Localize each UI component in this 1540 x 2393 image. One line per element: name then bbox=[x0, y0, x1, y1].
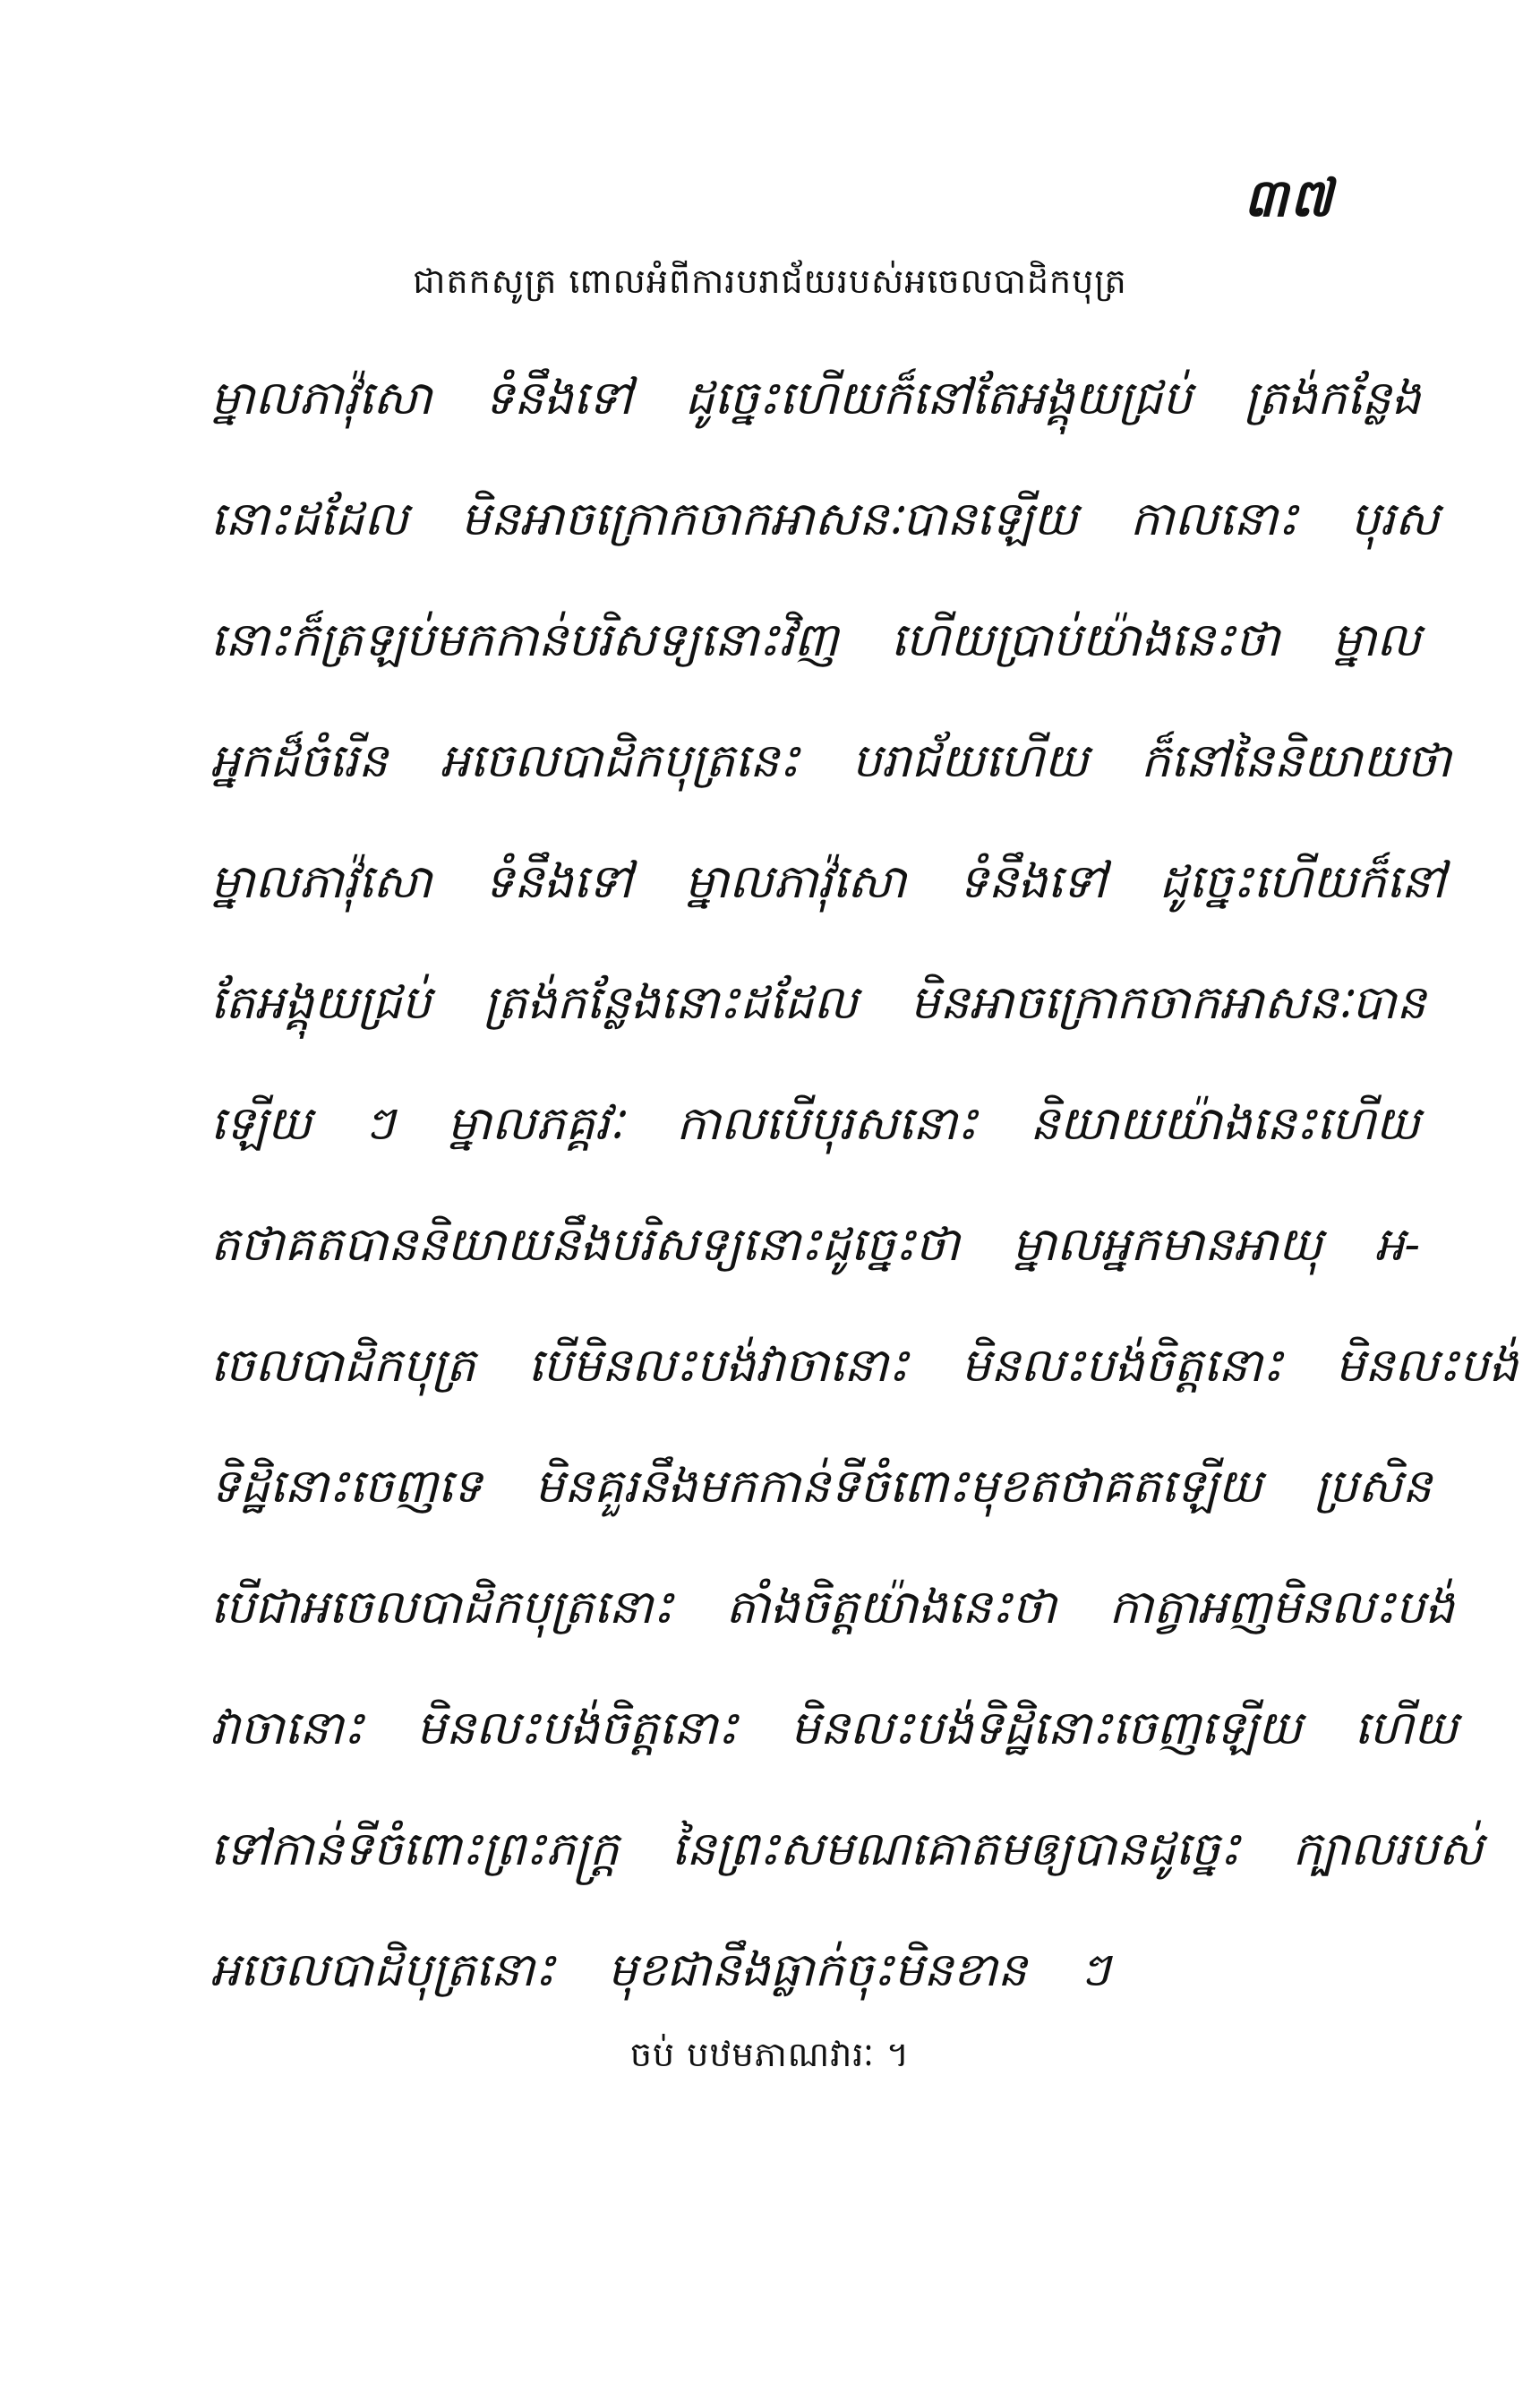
text-line bbox=[210, 596, 1421, 716]
text-word: ដូច្នេះហើយក៏នៅ bbox=[1159, 855, 1446, 909]
running-head: ជាតកសូត្រ ពោលអំពីការបរាជ័យរបស់អចេលបាដិកបុត្រ bbox=[413, 262, 1127, 301]
text-word: ប្រសិន bbox=[1313, 1460, 1432, 1514]
text-line bbox=[210, 837, 1446, 958]
text-line bbox=[210, 1926, 1356, 2046]
text-word: ត្រង់កន្លែងនោះដដែល bbox=[483, 976, 859, 1030]
text-word: ទៅកាន់ទីចំពោះព្រះភក្ត្រ bbox=[210, 1823, 620, 1876]
text-word: ឡើយ bbox=[210, 1097, 312, 1151]
text-word: អចេលបាដិកបុត្រនេះ bbox=[440, 734, 800, 788]
text-word: នោះក៏ត្រឡប់មកកាន់បរិសទ្យនោះវិញ bbox=[210, 613, 839, 667]
text-word: កាលបើបុរសនោះ bbox=[676, 1097, 978, 1151]
text-word: នោះដដែល bbox=[210, 493, 408, 546]
text-word: តាំងចិត្តយ៉ាងនេះថា bbox=[725, 1581, 1057, 1634]
page-number: ៣៧ bbox=[1243, 167, 1334, 228]
text-word: បរាជ័យហើយ bbox=[851, 734, 1089, 788]
text-word: ម្នាលអ្នកមានអាយុ bbox=[1012, 1218, 1322, 1272]
text-word: បើជាអចេលបាដិកបុត្រនោះ bbox=[210, 1581, 673, 1634]
text-word: កាលនោះ bbox=[1129, 493, 1298, 546]
text-word: មិនអាចក្រោកចាកអាសនៈបានឡើយ bbox=[460, 493, 1078, 546]
text-word: បុរស bbox=[1350, 493, 1440, 546]
text-word: ត្រង់កន្លែង bbox=[1244, 372, 1421, 425]
text-word: ម្នាល bbox=[1331, 613, 1421, 667]
text-word: ទំនឹងទៅ bbox=[484, 372, 633, 425]
text-word: មិនលះបង់ bbox=[1335, 1339, 1519, 1393]
text-word: មិនលះបង់ចិត្តនោះ bbox=[415, 1702, 739, 1755]
text-word: ក្បាលរបស់ bbox=[1292, 1823, 1484, 1876]
text-word: អចេលបាដិបុត្រនោះ bbox=[210, 1943, 555, 1997]
text-word: មិនលះបង់ចិត្តនោះ bbox=[961, 1339, 1283, 1393]
text-line bbox=[210, 475, 1440, 596]
text-word: ដូច្នេះហើយក៏នៅតែអង្គុយជ្រប់ bbox=[684, 372, 1193, 425]
section-end-note: ចប់ បឋមភាណវារៈ ។ bbox=[629, 2035, 911, 2074]
text-line bbox=[210, 716, 1451, 837]
text-line bbox=[210, 1563, 1455, 1684]
text-line bbox=[210, 958, 1426, 1079]
text-word: មិនលះបង់ទិដ្ឋិនោះចេញឡើយ bbox=[790, 1702, 1303, 1755]
text-word: មិនគួរនឹងមកកាន់ទីចំពោះមុខតថាគតឡើយ bbox=[534, 1460, 1262, 1514]
text-word: ហើយប្រាប់យ៉ាងនេះថា bbox=[890, 613, 1280, 667]
text-word: នៃព្រះសមណគោតមឲ្យបានដូច្នេះ bbox=[671, 1823, 1241, 1876]
text-line bbox=[210, 1321, 1519, 1442]
text-word: តថាគតបាននិយាយនឹងបរិសទ្យនោះដូច្នេះថា bbox=[210, 1218, 960, 1272]
text-word: ម្នាលភាវ៉ុសោ bbox=[210, 855, 432, 909]
text-word: បើមិនលះបង់វាចានោះ bbox=[527, 1339, 909, 1393]
text-line bbox=[210, 1079, 1420, 1200]
text-word: ហើយ bbox=[1354, 1702, 1459, 1755]
text-word: ទំនឹងទៅ bbox=[484, 855, 633, 909]
text-word: ទំនឹងទៅ bbox=[958, 855, 1107, 909]
text-word: ម្នាលភគ្គវៈ bbox=[447, 1097, 624, 1151]
text-word: មុខជានឹងធ្លាក់ចុះមិនខាន bbox=[607, 1943, 1027, 1997]
text-word: តែអង្គុយជ្រប់ bbox=[210, 976, 432, 1030]
text-word: ចេលបាដិកបុត្រ bbox=[210, 1339, 476, 1393]
text-word: វាចានោះ bbox=[210, 1702, 364, 1755]
text-line bbox=[210, 1200, 1421, 1321]
text-word: អ- bbox=[1374, 1218, 1421, 1272]
text-word: កាត្វាអញមិនលះបង់ bbox=[1108, 1581, 1455, 1634]
text-word: ក៏នៅនៃនិយាយថា bbox=[1141, 734, 1451, 788]
text-word: ទិដ្ឋិនោះចេញទេ bbox=[210, 1460, 483, 1514]
text-line bbox=[210, 354, 1421, 475]
body-text bbox=[210, 354, 1519, 2046]
text-line bbox=[210, 1805, 1484, 1926]
text-word: ម្នាលភាវ៉ុសោ bbox=[210, 372, 432, 425]
text-word: ៗ bbox=[1079, 1943, 1110, 1997]
text-line bbox=[210, 1684, 1459, 1805]
text-word: ៗ bbox=[364, 1097, 395, 1151]
text-word: និយាយយ៉ាងនេះហើយ bbox=[1030, 1097, 1420, 1151]
text-word: អ្នកដ៏ចំរើន bbox=[210, 734, 389, 788]
text-word: ម្នាលភាវ៉ុសោ bbox=[684, 855, 907, 909]
text-line bbox=[210, 1442, 1432, 1563]
text-word: មិនអាចក្រោកចាកអាសនៈបាន bbox=[910, 976, 1426, 1030]
